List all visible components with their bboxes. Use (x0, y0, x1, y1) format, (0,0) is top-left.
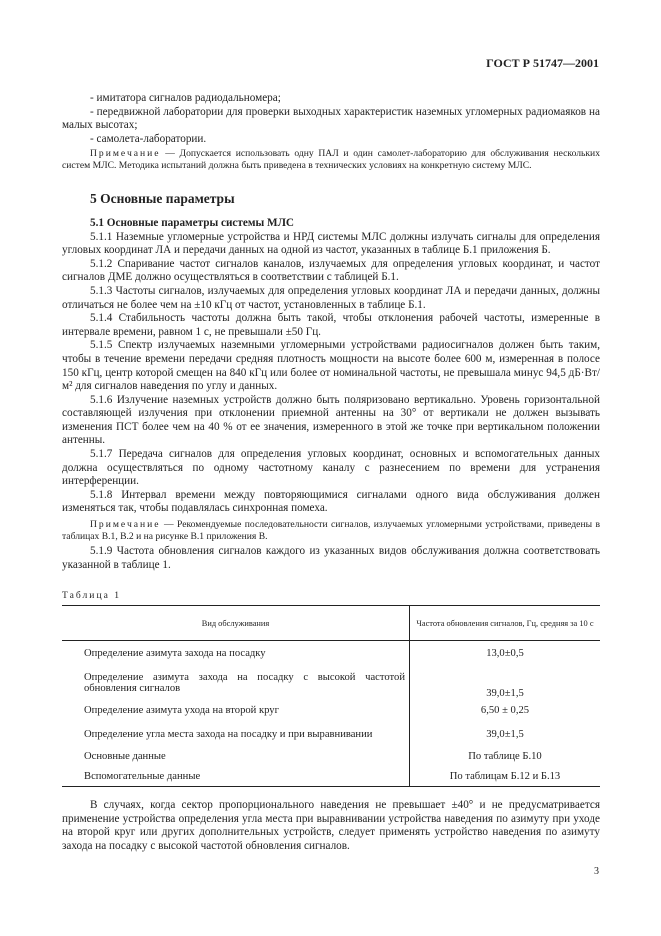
table-row (62, 767, 600, 787)
table-row (62, 667, 600, 699)
table-header-cell: Вид обслуживания (62, 606, 410, 641)
table-cell: 39,0±1,5 (410, 667, 601, 699)
paragraph: 5.1.2 Спаривание частот сигналов каналов, излучаемых для определения угловых координат, и частот сигналов ДМЕ должно осуществляться в соответствии с таблицей Б.1. (62, 257, 600, 284)
table-header-row (62, 606, 600, 641)
paragraph: 5.1.5 Спектр излучаемых наземными угломерными устройствами радиосигналов должен быть таким, чтобы в течение времени передачи средняя плотность мощности на высоте более 600 м, измеренная в полосе 150 кГц, центр которой смещен на 840 кГц или более от номинальной частоты, не превышала минус 94,5 дБ·Вт/м² для сигналов наведения по углу и данных. (62, 339, 600, 393)
table-cell: Основные данные (84, 751, 166, 762)
note-text: — Допускается использовать одну ПАЛ и один самолет-лабораторию для обслуживания нескольких систем МЛС. Методика испытаний должна быть приведена в технических условиях на конкретную систему МЛС. (62, 148, 600, 171)
table-caption: Таблица 1 (62, 590, 122, 602)
page-body (62, 52, 600, 853)
table-row (62, 747, 600, 767)
table-row (62, 699, 600, 723)
table-row (62, 723, 600, 747)
subsection-title: 5.1 Основные параметры системы МЛС (90, 216, 294, 229)
note (62, 519, 600, 542)
document-header: ГОСТ Р 51747—2001 (486, 56, 599, 70)
paragraph: 5.1.7 Передача сигналов для определения угловых координат, основных и вспомогательных данных должна осуществляться по одному частотному каналу с разнесением по времени для устранения интерференции. (62, 448, 600, 488)
list-item: - имитатора сигналов радиодальномера; (90, 92, 281, 104)
table-cell: 6,50 ± 0,25 (410, 699, 601, 723)
service-table (62, 605, 600, 787)
note-label: Примечание (90, 519, 161, 531)
table-cell: Определение угла места захода на посадку и при выравнивании (84, 729, 373, 740)
paragraph: 5.1.6 Излучение наземных устройств должно быть поляризовано вертикально. Уровень горизонтальной составляющей излучения при отклонении приемной антенны на 30° от вертикали не должен вызывать изменения ПСТ более чем на 40 % от ее значения, измеренного в этой же точке при вертикальном положении антенны. (62, 393, 600, 447)
table-cell: 39,0±1,5 (410, 723, 601, 747)
paragraph: 5.1.8 Интервал времени между повторяющимися сигналами одного вида обслуживания должен изменяться так, чтобы подавлялась синхронная помеха. (62, 488, 600, 515)
table-cell: По таблице Б.10 (410, 747, 601, 767)
table-row (62, 641, 600, 667)
paragraph: 5.1.3 Частоты сигналов, излучаемых для определения угловых координат ЛА и передачи данных, должны отличаться не более чем на ±10 кГц от частот, установленных в таблице Б.1. (62, 284, 600, 311)
table-cell: 13,0±0,5 (410, 641, 601, 667)
table-cell: Определение азимута ухода на второй круг (84, 705, 279, 716)
section-title: 5 Основные параметры (90, 190, 235, 206)
note (62, 148, 600, 171)
table-cell: По таблицам Б.12 и Б.13 (410, 767, 601, 787)
page-number: 3 (594, 866, 599, 877)
paragraph: 5.1.4 Стабильность частоты должна быть такой, чтобы отклонения рабочей частоты, измеренные в интервале времени, равном 1 с, не превышали ±50 Гц. (62, 312, 600, 338)
table-cell: Определение азимута захода на посадку (84, 648, 266, 660)
paragraph: 5.1.9 Частота обновления сигналов каждого из указанных видов обслуживания должна соответствовать указанной в таблице 1. (62, 545, 600, 571)
note-text: — Рекомендуемые последовательности сигналов, излучаемых угломерными устройствами, приведены в таблицах В.1, В.2 и на рисунке В.1 приложения В. (62, 519, 600, 542)
list-item: - передвижной лаборатории для проверки выходных характеристик наземных угломерных радиомаяков на малых высотах; (62, 105, 600, 132)
list-item: - самолета-лаборатории. (90, 132, 207, 145)
paragraph: 5.1.1 Наземные угломерные устройства и НРД системы МЛС должны излучать сигналы для определения угловых координат ЛА и передачи данных на одной из частот, указанных в таблице Б.1 приложения Б. (62, 230, 600, 257)
paragraph: В случаях, когда сектор пропорционального наведения не превышает ±40° и не предусматривается применение устройства определения угла места при выравнивании устройства наведения по азимуту при уходе на второй круг или других дополнительных устройств, следует применять устройство наведения по азимуту захода на посадку с высокой частотой обновления сигналов. (62, 799, 600, 852)
table-cell: Определение азимута захода на посадку с высокой частотой обновления сигналов (84, 671, 405, 694)
table-cell: Вспомогательные данные (62, 767, 410, 787)
table-header-cell: Частота обновления сигналов, Гц, средняя за 10 с (410, 606, 601, 641)
note-label: Примечание (90, 148, 161, 160)
